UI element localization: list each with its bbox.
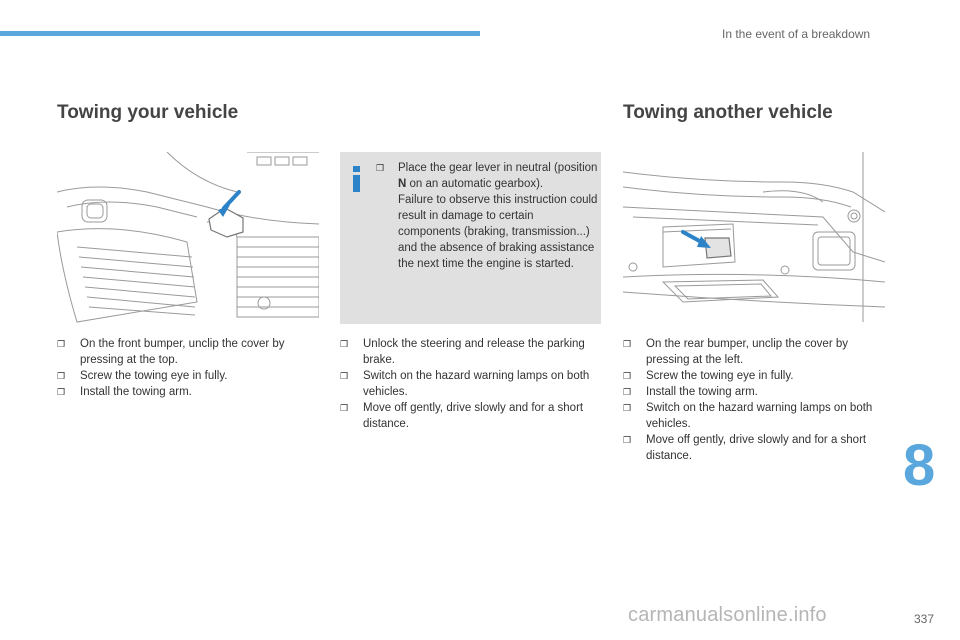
middle-steps	[340, 336, 605, 432]
info-line1-before: Place the gear lever in neutral (position	[398, 162, 598, 174]
info-line1-bold: N	[398, 178, 407, 190]
left-steps	[57, 336, 307, 400]
info-text	[376, 160, 598, 272]
bullet-icon: ❒	[57, 387, 66, 397]
middle-step-1: ❒ Unlock the steering and release the parking brake.	[340, 338, 585, 366]
right-step-2: ❒ Screw the towing eye in fully.	[623, 370, 794, 382]
info-box	[340, 152, 601, 324]
right-step-3: ❒ Install the towing arm.	[623, 386, 758, 398]
bullet-icon: ❒	[57, 371, 66, 381]
middle-step-3: ❒ Move off gently, drive slowly and for a short distance.	[340, 402, 584, 430]
rear-bumper-illustration	[623, 152, 885, 327]
bullet-icon: ❒	[623, 339, 632, 349]
bullet-icon: ❒	[623, 387, 632, 397]
towing-your-vehicle-heading: Towing your vehicle	[57, 102, 239, 123]
bullet-icon: ❒	[376, 163, 385, 173]
bullet-icon: ❒	[57, 339, 66, 349]
front-bumper-illustration	[57, 152, 319, 327]
watermark: carmanualsonline.info	[628, 604, 827, 626]
bullet-icon: ❒	[340, 339, 349, 349]
section-title: In the event of a breakdown	[722, 27, 871, 41]
right-steps	[623, 336, 888, 464]
page-number: 337	[914, 612, 935, 626]
left-step-3: ❒ Install the towing arm.	[57, 386, 192, 398]
bullet-icon: ❒	[623, 435, 632, 445]
chapter-number: 8	[903, 433, 936, 498]
right-step-4: ❒ Switch on the hazard warning lamps on both vehicles.	[623, 402, 873, 430]
right-step-1: ❒ On the rear bumper, unclip the cover by pressing at the left.	[623, 338, 848, 366]
towing-another-vehicle-heading: Towing another vehicle	[623, 102, 833, 123]
left-step-1: ❒ On the front bumper, unclip the cover by pressing at the top.	[57, 338, 285, 366]
middle-step-2: ❒ Switch on the hazard warning lamps on both vehicles.	[340, 370, 590, 398]
info-line2: Failure to observe this instruction could result in damage to certain components (braking, transmission...) and the absence of braking assistance the next time the engine is started.	[398, 194, 598, 270]
bullet-icon: ❒	[623, 371, 632, 381]
bullet-icon: ❒	[340, 371, 349, 381]
bullet-icon: ❒	[623, 403, 632, 413]
info-line1-after: on an automatic gearbox).	[406, 178, 544, 190]
bullet-icon: ❒	[340, 403, 349, 413]
header-accent-bar	[0, 31, 480, 36]
info-icon	[352, 166, 362, 192]
left-step-2: ❒ Screw the towing eye in fully.	[57, 370, 228, 382]
right-step-5: ❒ Move off gently, drive slowly and for a short distance.	[623, 434, 867, 462]
